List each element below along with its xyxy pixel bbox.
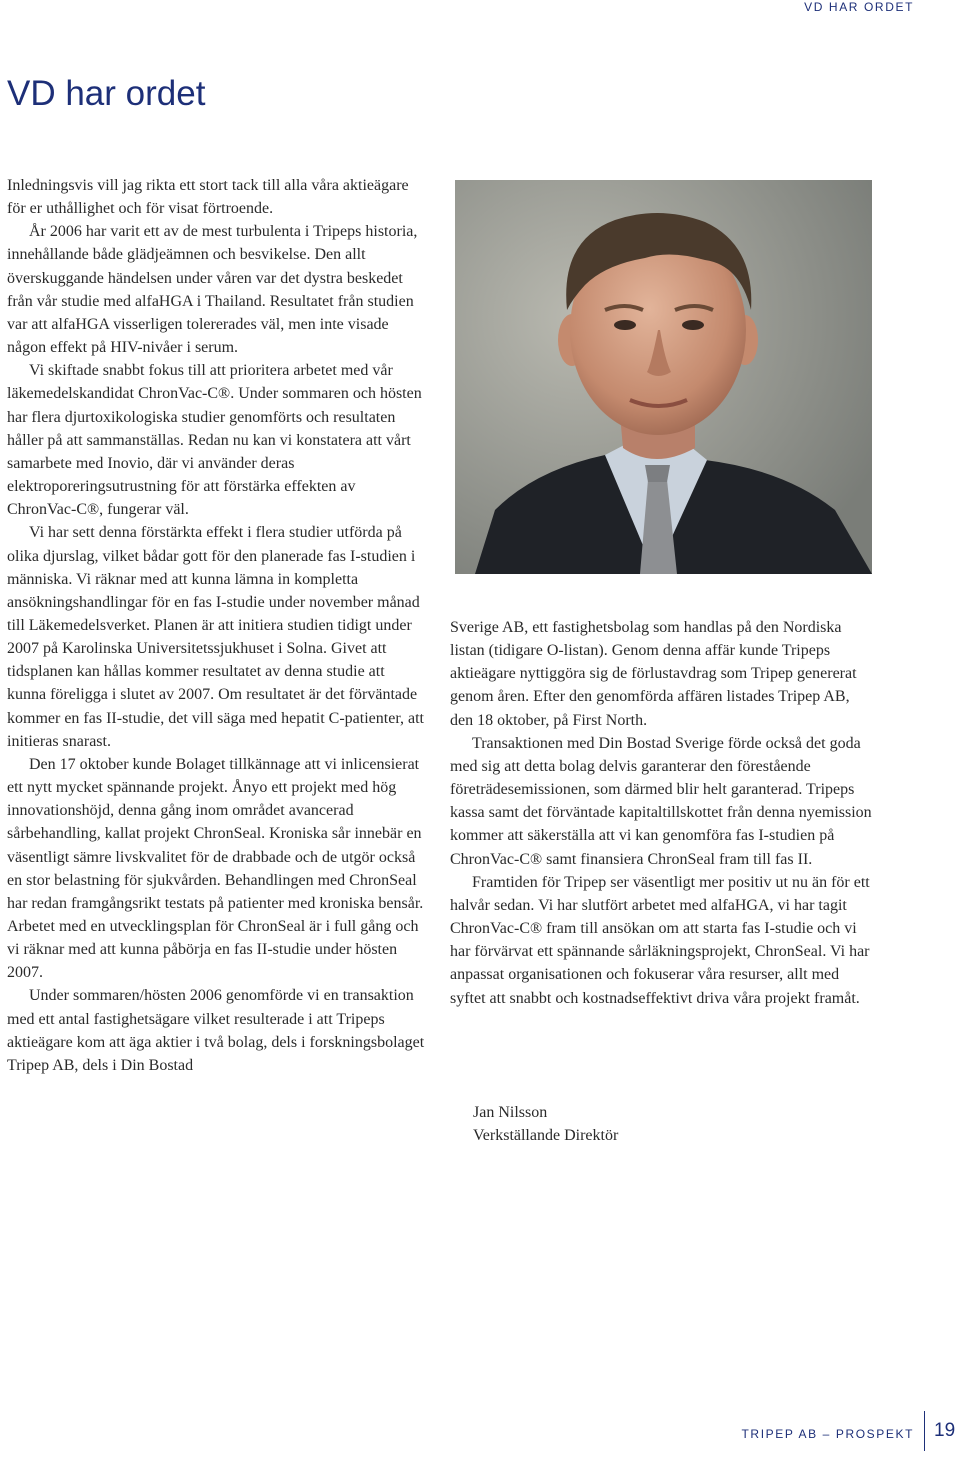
signature-block (473, 1101, 618, 1147)
left-text-column (7, 174, 427, 1077)
paragraph: Transaktionen med Din Bostad Sverige förde också det goda med sig att detta bolag delvis garanterar den förestående företrädesemissionen, som därmed blir helt garanterad. Tripeps kassa samt det förväntade kapitaltillskottet från denna nyemission kommer att säkerställa att vi kan genomföra fas I-studien på ChronVac-C® samt finansiera ChronSeal fram till fas II. (450, 734, 872, 868)
signature-role: Verkställande Direktör (473, 1127, 619, 1144)
signature-name: Jan Nilsson (473, 1104, 548, 1121)
running-header: VD HAR ORDET (804, 0, 914, 14)
paragraph: Under sommaren/hösten 2006 genomförde vi en transaktion med ett antal fastighetsägare vilket resulterade i att Tripeps aktieägare kom att äga aktier i två bolag, dels i forskningsbolaget Tripep AB, dels i Din Bostad (7, 987, 425, 1074)
page-number: 19 (934, 1420, 956, 1441)
right-text-column (450, 616, 874, 1010)
paragraph: Sverige AB, ett fastighetsbolag som handlas på den Nordiska listan (tidigare O-listan). Genom denna affär kunde Tripeps aktieägare nyttiggöra sig de förlustavdrag som Tripep genererat genom åren. Efter den genomförda affären listades Tripep AB, den 18 oktober, på First North. (450, 619, 857, 729)
ceo-portrait-photo (455, 180, 872, 574)
paragraph: Den 17 oktober kunde Bolaget tillkännage att vi inlicensierat ett nytt mycket spännande projekt. Ånyo ett projekt med hög innovationshöjd, denna gång inom området avancerad sårbehandling, kallat projekt ChronSeal. Kroniska sår innebär en väsentligt sämre livskvalitet för de drabbade och de utgör också en stor belastning för sjukvården. Behandlingen med ChronSeal har redan framgångsrikt testats på patienter med kroniska bensår. Arbetet med en utvecklingsplan för ChronSeal är i full gång och vi räknar med att kunna påbörja en fas II-studie under hösten 2007. (7, 755, 424, 982)
paragraph: Framtiden för Tripep ser väsentligt mer positiv ut nu än för ett halvår sedan. Vi har slutfört arbetet med alfaHGA, vi har tagit ChronVac-C® fram till ansökan om att starta fas I-studie och vi har förvärvat ett spännande sårläkningsprojekt, ChronSeal. Vi har anpassat organisationen och fokuserar våra resurser, allt med syftet att snabbt och kostnadseffektivt driva våra projekt framåt. (450, 873, 870, 1007)
paragraph: Vi har sett denna förstärkta effekt i flera studier utförda på olika djurslag, vilket bådar gott för den planerade fas I-studien i människa. Vi räknar med att kunna lämna in kompletta ansökningshandlingar för en fas I-studie under november månad till Läkemedelsverket. Planen är att initiera studien tidigt under 2007 på Karolinska Universitetssjukhuset i Solna. Givet att tidsplanen kan hållas kommer resultatet av denna studie att kunna föreligga i slutet av 2007. Om resultatet är det förväntade kommer en fas II-studie, det vill säga med hepatit C-patienter, att initieras snarast. (7, 524, 424, 750)
footer-label: TRIPEP AB – PROSPEKT (741, 1427, 914, 1441)
footer-divider (924, 1411, 925, 1451)
paragraph: År 2006 har varit ett av de mest turbulenta i Tripeps historia, innehållande både glädjeämnen och besvikelse. Den allt överskuggande händelsen under våren var det dystra beskedet från vår studie med alfaHGA i Thailand. Resultatet från studien var att alfaHGA visserligen tolererades väl, men inte visade någon effekt på HIV-nivåer i serum. (7, 223, 418, 357)
portrait-illustration (455, 180, 872, 574)
page-title: VD har ordet (7, 74, 206, 113)
paragraph: Vi skiftade snabbt fokus till att prioritera arbetet med vår läkemedelskandidat ChronVac-C®. Under sommaren och hösten har flera djurtoxikologiska studier genomförts och resultaten håller på att sammanställas. Redan nu kan vi konstatera att vårt samarbete med Inovio, där vi använder deras elektroporeringsutrustning för att förstärka effekten av ChronVac-C®, fungerar väl. (7, 362, 422, 519)
paragraph: Inledningsvis vill jag rikta ett stort tack till alla våra aktieägare för er uthållighet och för visat förtroende. (7, 177, 409, 218)
